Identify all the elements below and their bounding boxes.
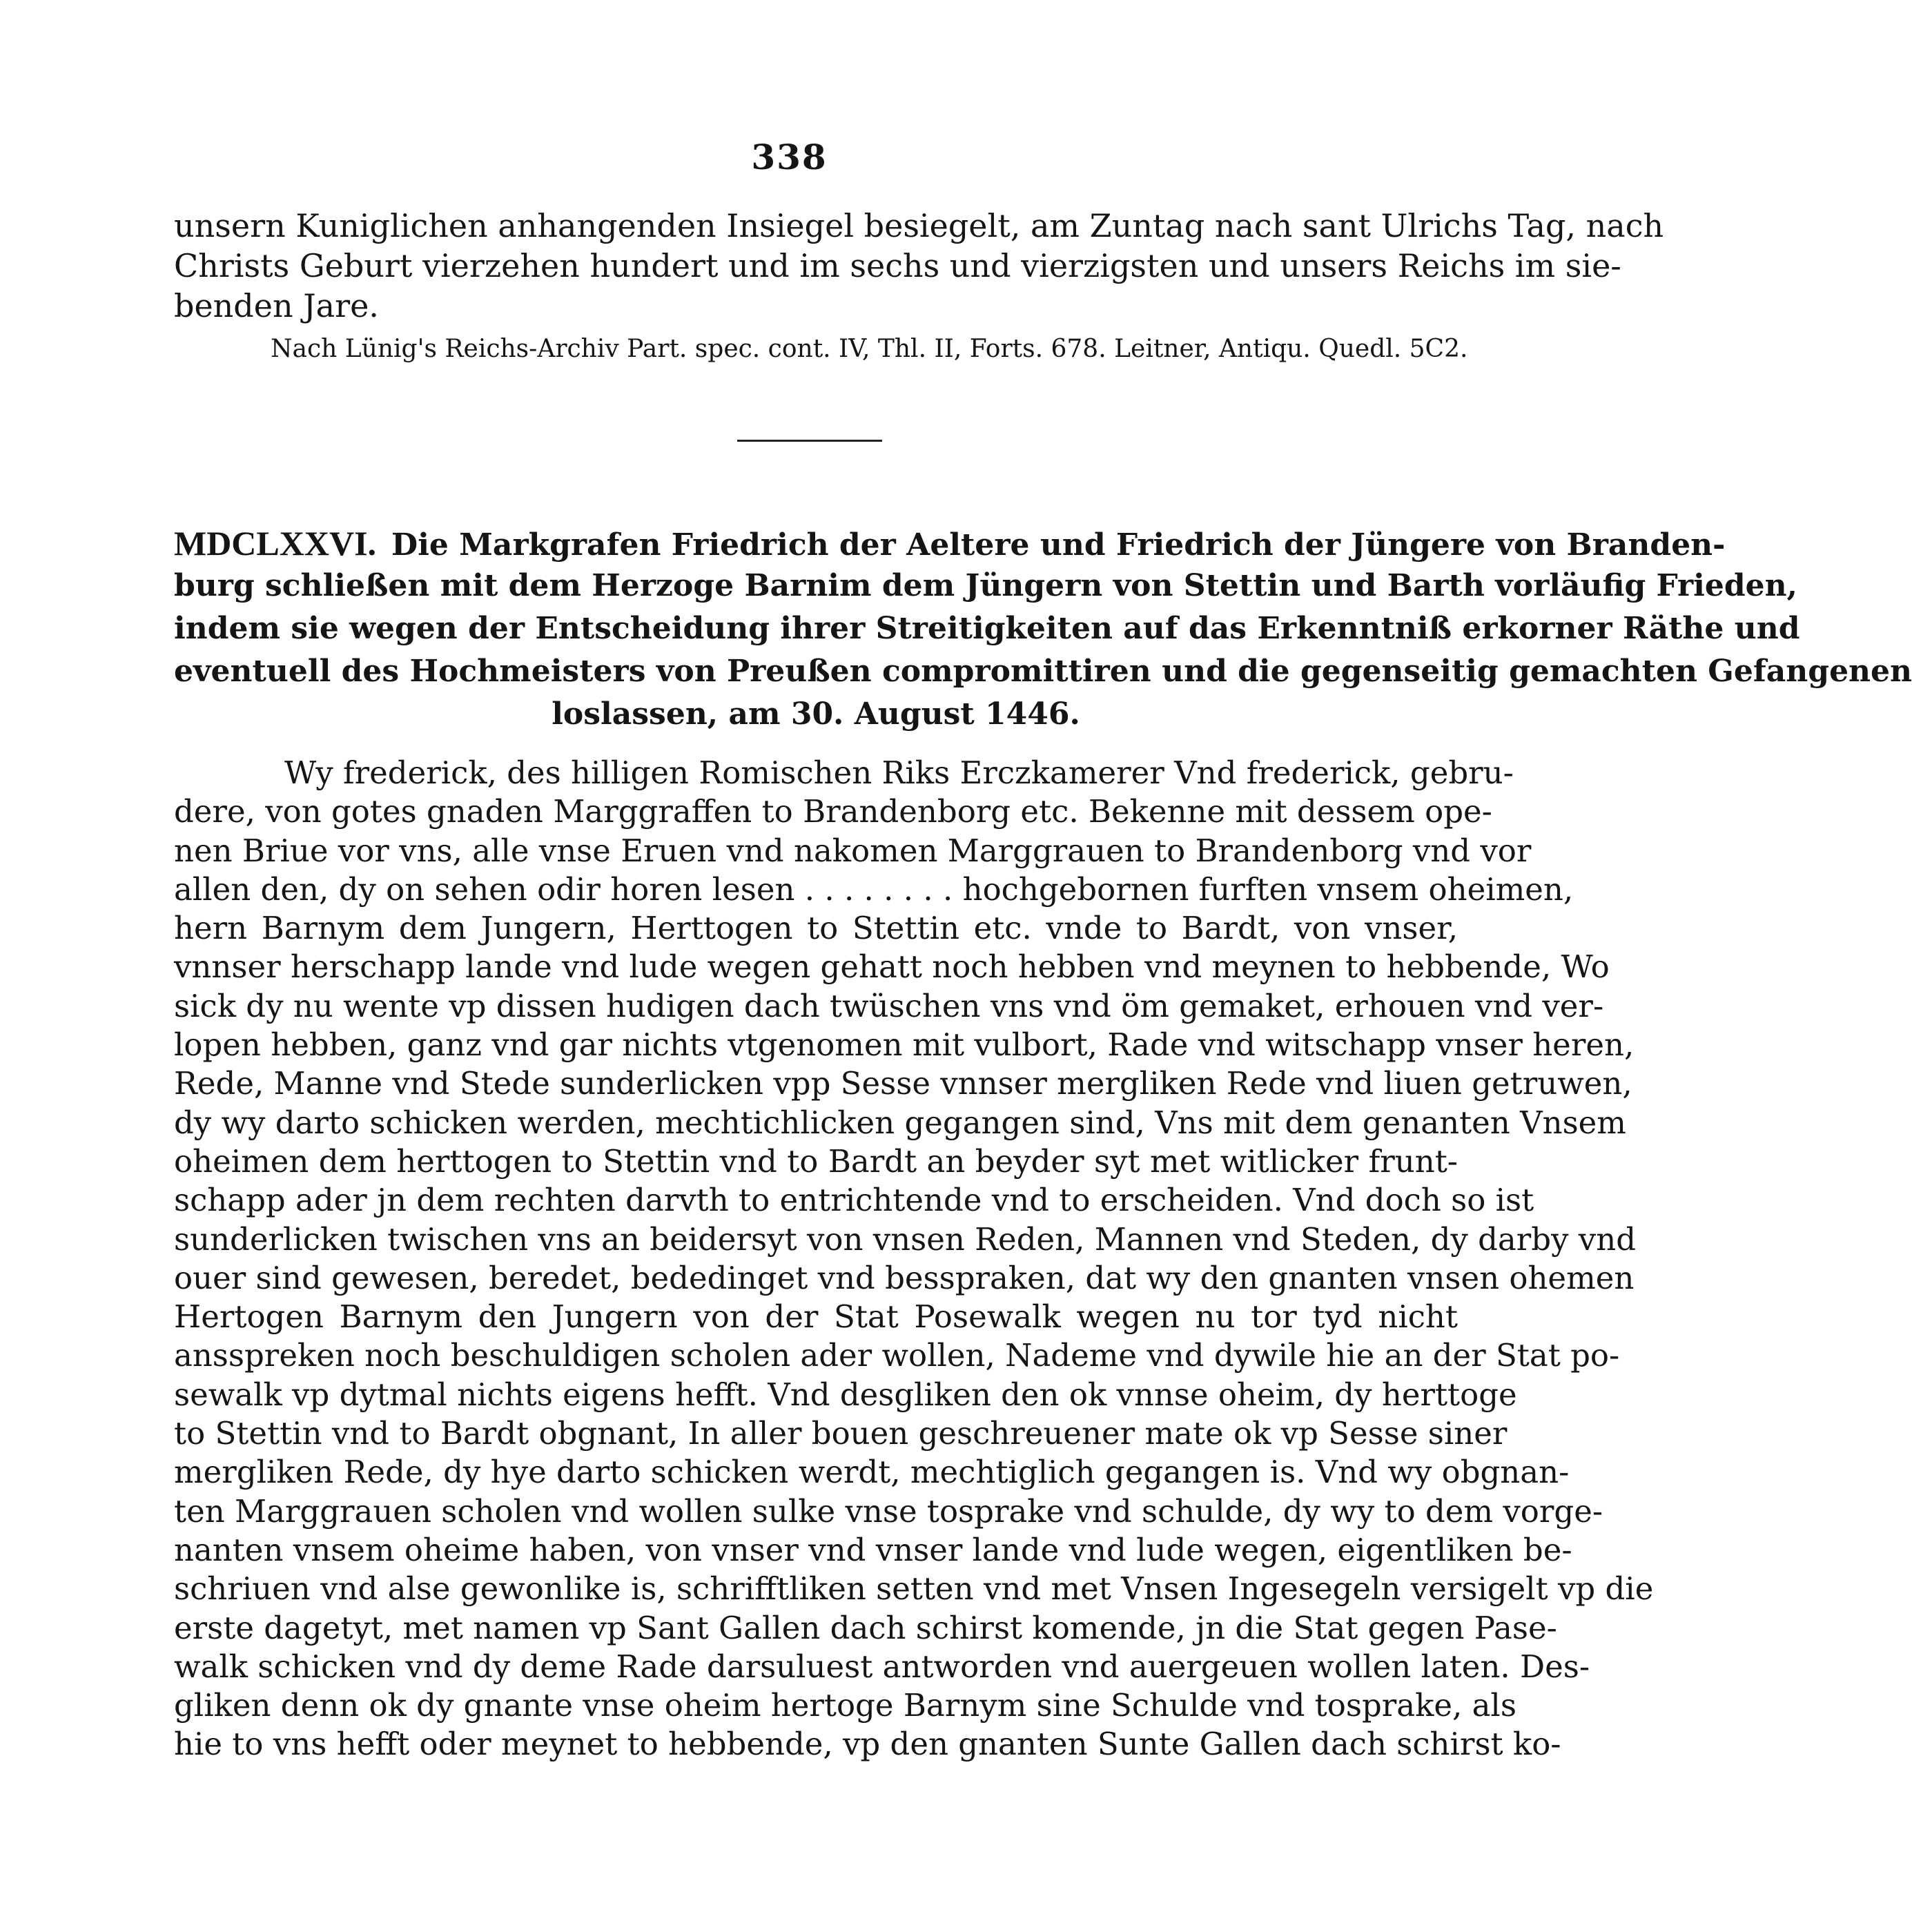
body-line: mergliken Rede, dy hye darto schicken werdt, mechtiglich gegangen is. Vnd wy obgnan- [174,1454,1570,1491]
body-line: schriuen vnd alse gewonlike is, schrifftliken setten vnd met Vnsen Ingesegeln versigelt vp die [174,1570,1654,1608]
document-body [174,754,1654,1764]
heading-text: Die Markgrafen Friedrich der Aeltere und Friedrich der Jüngere von Branden- [391,527,1726,563]
document-number: MDCLXXVI. [174,524,377,563]
heading-line [174,522,1726,565]
section-divider [737,440,882,442]
body-line: hie to vns hefft oder meynet to hebbende, vp den gnanten Sunte Gallen dach schirst ko- [174,1726,1561,1763]
document-heading [174,522,1912,736]
body-line: to Stettin vnd to Bardt obgnant, In aller bouen geschreuener mate ok vp Sesse siner [174,1415,1508,1452]
body-line: ten Marggrauen scholen vnd wollen sulke vnse tosprake vnd schulde, dy wy to dem vorge- [174,1492,1603,1530]
text-line: unsern Kuniglichen anhangenden Insiegel besiegelt, am Zuntag nach sant Ulrichs Tag, nach [174,207,1664,244]
body-line: gliken denn ok dy gnante vnse oheim hertoge Barnym sine Schulde vnd tosprake, als [174,1687,1516,1724]
body-line: hern Barnym dem Jungern, Herttogen to Stettin etc. vnde to Bardt, von vnser, [174,910,1458,947]
body-line: dy wy darto schicken werden, mechtichlicken gegangen sind, Vns mit dem genanten Vnsem [174,1104,1626,1141]
body-line: walk schicken vnd dy deme Rade darsuluest antworden vnd auergeuen wollen laten. Des- [174,1648,1590,1685]
body-line: oheimen dem herttogen to Stettin vnd to Bardt an beyder syt met witlicker frunt- [174,1142,1458,1180]
heading-line: eventuell des Hochmeisters von Preußen compromittiren und die gegenseitig gemachten Gefangenen [174,654,1912,689]
body-line: ouer sind gewesen, beredet, bededinget vnd besspraken, dat wy den gnanten vnsen ohemen [174,1259,1635,1296]
previous-document-ending [174,206,1664,326]
body-line: Wy frederick, des hilligen Romischen Riks Erczkamerer Vnd frederick, gebru- [284,754,1514,791]
body-line: sunderlicken twischen vns an beidersyt von vnsen Reden, Mannen vnd Steden, dy darby vnd [174,1220,1637,1258]
body-line: dere, von gotes gnaden Marggraffen to Brandenborg etc. Bekenne mit dessem ope- [174,793,1492,830]
body-line: schapp ader jn dem rechten darvth to entrichtende vnd to erscheiden. Vnd doch so ist [174,1182,1534,1219]
heading-line: loslassen, am 30. August 1446. [552,696,1080,732]
body-line: nen Briue vor vns, alle vnse Eruen vnd nakomen Marggrauen to Brandenborg vnd vor [174,832,1532,869]
body-line: nanten vnsem oheime haben, von vnser vnd vnser lande vnd lude wegen, eigentliken be- [174,1531,1572,1568]
body-line: allen den, dy on sehen odir horen lesen . . . . . . . . hochgebornen furften vnsem oheimen, [174,870,1574,908]
body-line: ansspreken noch beschuldigen scholen ader wollen, Nademe vnd dywile hie an der Stat po- [174,1337,1620,1374]
body-line: erste dagetyt, met namen vp Sant Gallen dach schirst komende, jn die Stat gegen Pase- [174,1609,1557,1646]
source-citation: Nach Lünig's Reichs-Archiv Part. spec. cont. IV, Thl. II, Forts. 678. Leitner, Antiqu. Quedl. 5C2. [271,335,1468,363]
text-line: benden Jare. [174,287,379,324]
body-line: lopen hebben, ganz vnd gar nichts vtgenomen mit vulbort, Rade vnd witschapp vnser heren, [174,1026,1635,1064]
body-line: Hertogen Barnym den Jungern von der Stat Posewalk wegen nu tor tyd nicht [174,1298,1458,1336]
text-line: Christs Geburt vierzehen hundert und im sechs und vierzigsten und unsers Reichs im sie- [174,247,1621,284]
heading-line: burg schließen mit dem Herzoge Barnim dem Jüngern von Stettin und Barth vorläufig Frieden, [174,568,1797,603]
heading-line: indem sie wegen der Entscheidung ihrer Streitigkeiten auf das Erkenntniß erkorner Räthe und [174,611,1800,646]
body-line: sewalk vp dytmal nichts eigens hefft. Vnd desgliken den ok vnnse oheim, dy herttoge [174,1376,1517,1413]
body-line: vnnser herschapp lande vnd lude wegen gehatt noch hebben vnd meynen to hebbende, Wo [174,948,1610,986]
body-line: sick dy nu wente vp dissen hudigen dach twüschen vns vnd öm gemaket, erhouen vnd ver- [174,987,1604,1024]
page-number: 338 [751,137,828,177]
body-line: Rede, Manne vnd Stede sunderlicken vpp Sesse vnnser mergliken Rede vnd liuen getruwen, [174,1065,1632,1102]
